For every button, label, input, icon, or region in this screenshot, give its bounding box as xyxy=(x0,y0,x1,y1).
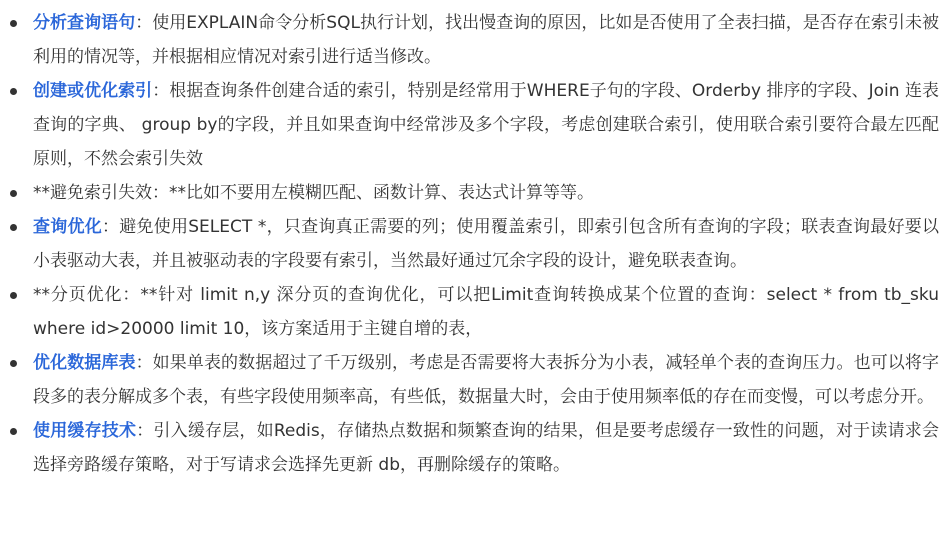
bullet-icon xyxy=(10,224,17,231)
item-text: ：如果单表的数据超过了千万级别，考虑是否需要将大表拆分为小表，减轻单个表的查询压力。也可以将字段多的表分解成多个表，有些字段使用频率高，有些低，数据量大时，会由于使用频率低的存在而变慢，可以考虑分开。 xyxy=(33,353,939,407)
list-item-analyze-query xyxy=(0,6,939,74)
bullet-icon xyxy=(10,20,17,27)
bullet-icon xyxy=(10,190,17,197)
item-text: ：根据查询条件创建合适的索引，特别是经常用于WHERE子句的字段、Orderby 排序的字段、Join 连表查询的字典、 group by的字段，并且如果查询中经常涉及多个字段，考虑创建联合索引，使用联合索引要符合最左匹配原则，不然会索引失效 xyxy=(33,81,939,169)
item-keyword: 分析查询语句 xyxy=(33,13,136,33)
list-item-optimize-tables xyxy=(0,346,939,414)
bullet-icon xyxy=(10,88,17,95)
list-item-pagination xyxy=(0,278,939,346)
bullet-icon xyxy=(10,360,17,367)
bullet-icon xyxy=(10,428,17,435)
list-item-cache xyxy=(0,414,939,482)
item-keyword: 查询优化 xyxy=(33,217,102,237)
item-text: **避免索引失效：**比如不要用左模糊匹配、函数计算、表达式计算等等。 xyxy=(33,183,594,203)
item-keyword: 使用缓存技术 xyxy=(33,421,137,441)
item-keyword: 创建或优化索引 xyxy=(33,81,153,101)
item-text: ：引入缓存层，如Redis，存储热点数据和频繁查询的结果，但是要考虑缓存一致性的问题，对于读请求会选择旁路缓存策略，对于写请求会选择先更新 db，再删除缓存的策略。 xyxy=(33,421,939,475)
list-item-query-optimization xyxy=(0,210,939,278)
bullet-icon xyxy=(10,292,17,299)
item-text: ：使用EXPLAIN命令分析SQL执行计划，找出慢查询的原因，比如是否使用了全表扫描，是否存在索引未被利用的情况等，并根据相应情况对索引进行适当修改。 xyxy=(33,13,939,67)
list-item-avoid-index-invalid xyxy=(0,176,939,210)
item-keyword: 优化数据库表 xyxy=(33,353,136,373)
list-item-create-index xyxy=(0,74,939,176)
item-text: ：避免使用SELECT *，只查询真正需要的列；使用覆盖索引，即索引包含所有查询的字段；联表查询最好要以小表驱动大表，并且被驱动表的字段要有索引，当然最好通过冗余字段的设计，避免联表查询。 xyxy=(33,217,940,271)
item-text: **分页优化：**针对 limit n,y 深分页的查询优化，可以把Limit查询转换成某个位置的查询：select * from tb_sku where id>20000 limit 10，该方案适用于主键自增的表， xyxy=(33,285,939,339)
